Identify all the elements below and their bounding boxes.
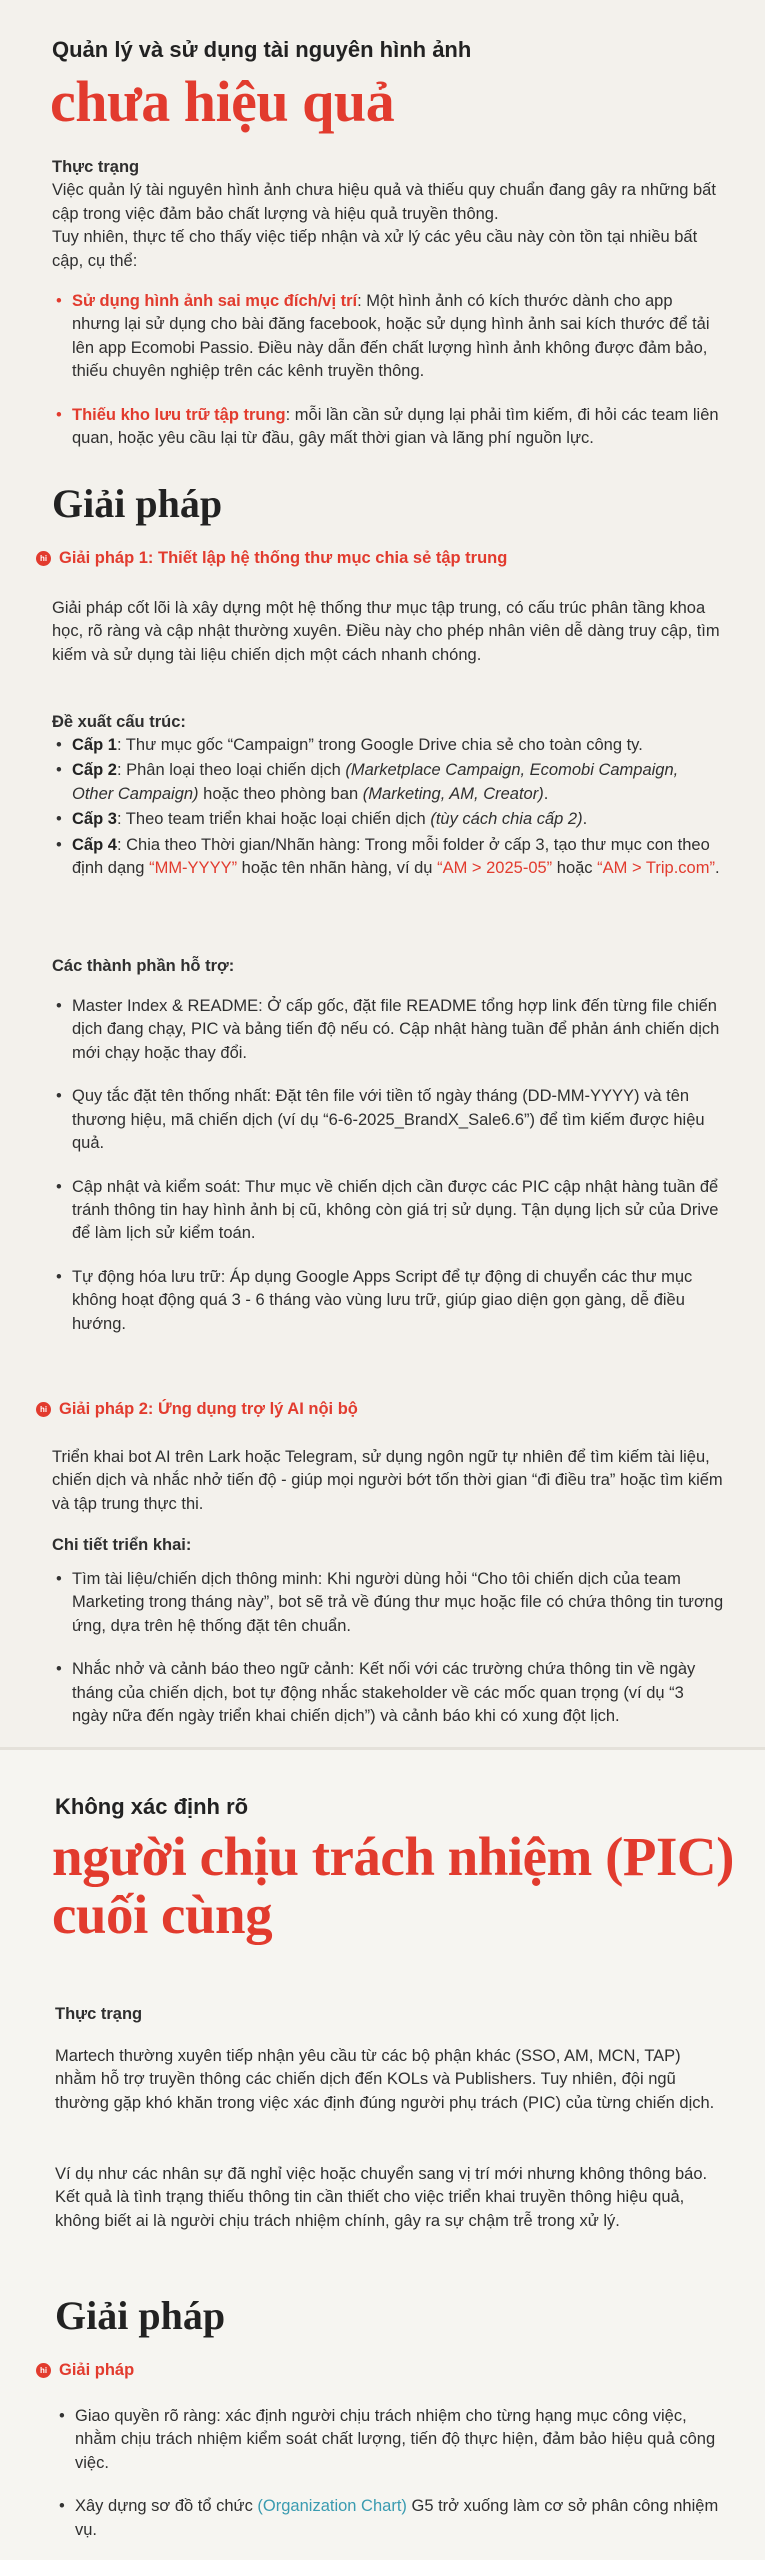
solution-2-intro: Triển khai bot AI trên Lark hoặc Telegram, sử dụng ngôn ngữ tự nhiên để tìm kiếm tài liệu, chiến dịch và nhắc nhở tiến độ - giúp mọi người bớt tốn thời gian “đi điều tra” hoặc tìm kiếm và tập trung thực thi. — [52, 1448, 723, 1513]
solution-text: G5 trở xuống làm cơ sở phân công nhiệm vụ. — [75, 2497, 719, 2539]
solution-1-intro: Giải pháp cốt lõi là xây dựng một hệ thống thư mục tập trung, có cấu trúc phân tầng khoa học, rõ ràng và cập nhật thường xuyên. Điều này cho phép nhân viên dễ dàng truy cập, tìm kiếm và sử dụng tài liệu chiến dịch một cách nhanh chóng. — [52, 599, 720, 664]
issue-label: Thiếu kho lưu trữ tập trung — [72, 405, 286, 424]
status-paragraph-1: Việc quản lý tài nguyên hình ảnh chưa hiệu quả và thiếu quy chuẩn đang gây ra những bất cập trong việc đảm bảo chất lượng và hiệu quả truyền thông. — [52, 181, 716, 223]
headline-line-1: người chịu trách nhiệm (PIC) — [52, 1826, 734, 1887]
support-item: • Cập nhật và kiểm soát: Thư mục về chiến dịch cần được các PIC cập nhật hàng tuần để tránh thông tin hay hình ảnh bị cũ, không còn giá trị sử dụng. Tận dụng lịch sử của Drive để làm lịch sử kiểm toán. — [72, 1176, 724, 1246]
structure-list — [52, 734, 724, 881]
structure-title: Đề xuất cấu trúc: — [52, 713, 186, 731]
structure-item — [72, 808, 724, 831]
level-italic: (tùy cách chia cấp 2) — [430, 810, 583, 829]
level-italic: (Marketplace Campaign, Ecomobi Campaign, Other Campaign) — [72, 761, 679, 803]
section-pic — [0, 1750, 765, 2560]
solution-item: • Giao quyền rõ ràng: xác định người chịu trách nhiệm cho từng hạng mục công việc, nhằm chịu trách nhiệm kiểm soát chất lượng, tiến độ thực hiện, đảm bảo hiệu quả công việc. — [75, 2405, 725, 2475]
level-text: hoặc theo phòng ban — [198, 784, 363, 803]
solution-title — [36, 2361, 134, 2380]
status-title: Thực trạng — [55, 2005, 143, 2023]
level-italic: (Marketing, AM, Creator) — [362, 784, 544, 803]
headline-line-2: cuối cùng — [52, 1883, 273, 1945]
level-text: . — [582, 810, 588, 829]
detail-item: • Tìm tài liệu/chiến dịch thông minh: Khi người dùng hỏi “Cho tôi chiến dịch của team Marketing trong tháng này”, bot sẽ trả về đúng thư mục hoặc file có chứa thông tin tương ứng, dựa trên hệ thống đặt tên chuẩn. — [72, 1568, 724, 1638]
solution-2-title-text: Giải pháp 2: Ứng dụng trợ lý AI nội bộ — [59, 1400, 358, 1418]
section-headline — [52, 1828, 734, 1944]
section-eyebrow: Không xác định rõ — [55, 1794, 249, 1819]
org-chart-link[interactable]: (Organization Chart) — [257, 2497, 407, 2516]
solution-heading: Giải pháp — [52, 481, 223, 526]
badge-icon: hi — [36, 1402, 51, 1417]
support-item: • Master Index & README: Ở cấp gốc, đặt file README tổng hợp link đến từng file chiến dịch đang chạy, PIC và bảng tiến độ nếu có. Cập nhật hàng tuần để phản ánh chiến dịch mới chạy hoặc thay đổi. — [72, 995, 724, 1065]
detail-item: • Nhắc nhở và cảnh báo theo ngữ cảnh: Kết nối với các trường chứa thông tin về ngày tháng của chiến dịch, bot tự động nhắc stakeholder về các mốc quan trọng (ví dụ “3 ngày nữa đến ngày triển khai chiến dịch”) và cảnh báo khi có xung đột lịch. — [72, 1658, 724, 1728]
level-label: Cấp 1 — [72, 736, 117, 754]
level-label: Cấp 2 — [72, 761, 117, 780]
level-text: : Thư mục gốc “Campaign” trong Google Drive chia sẻ cho toàn công ty. — [116, 736, 643, 754]
section-eyebrow: Quản lý và sử dụng tài nguyên hình ảnh — [52, 37, 472, 62]
solution-list — [55, 2405, 725, 2542]
badge-icon: hi — [36, 2363, 51, 2378]
solution-1-title — [36, 549, 507, 568]
issue-text: : Một hình ảnh có kích thước dành cho app nhưng lại sử dụng cho bài đăng facebook, hoặc sử dụng hình ảnh sai kích thước để tải lên app Ecomobi Passio. Điều này dẫn đến chất lượng hình ảnh không được đảm bảo, thiếu chuyên nghiệp trên các kênh truyền thông. — [72, 292, 710, 381]
detail-list — [52, 1568, 724, 1729]
structure-item — [72, 734, 724, 757]
issue-item — [72, 290, 724, 384]
level-text: . — [543, 784, 549, 803]
issue-item — [72, 404, 724, 451]
solution-2-title — [36, 1400, 358, 1419]
level-label: Cấp 4 — [72, 835, 117, 854]
solution-1-title-text: Giải pháp 1: Thiết lập hệ thống thư mục chia sẻ tập trung — [59, 549, 508, 567]
solution-text: Xây dựng sơ đồ tổ chức — [75, 2497, 258, 2516]
level-text: : Chia theo Thời gian/Nhãn hàng: Trong mỗi folder ở cấp 3, tạo thư mục con theo định dạng — [72, 835, 710, 878]
solution-item — [75, 2495, 725, 2542]
format-example: “AM > 2025-05” — [437, 859, 553, 878]
structure-item — [72, 834, 724, 881]
structure-item — [72, 759, 724, 806]
status-block — [52, 156, 724, 273]
support-item: • Tự động hóa lưu trữ: Áp dụng Google Apps Script để tự động di chuyển các thư mục không hoạt động quá 3 - 6 tháng vào vùng lưu trữ, giúp giao diện gọn gàng, dễ điều hướng. — [72, 1266, 724, 1336]
issue-label: Sử dụng hình ảnh sai mục đích/vị trí — [72, 292, 358, 310]
issue-text: : mỗi lần cần sử dụng lại phải tìm kiếm, đi hỏi các team liên quan, hoặc yêu cầu lại từ đầu, gây mất thời gian và lãng phí nguồn lực. — [72, 405, 719, 448]
detail-title: Chi tiết triển khai: — [52, 1536, 192, 1554]
level-text: : Theo team triển khai hoặc loại chiến dịch — [116, 810, 431, 829]
format-example: “AM > Trip.com” — [597, 859, 715, 878]
solution-title-text: Giải pháp — [59, 2361, 135, 2379]
section-headline: chưa hiệu quả — [50, 69, 395, 134]
status-paragraph-2: Ví dụ như các nhân sự đã nghỉ việc hoặc chuyển sang vị trí mới nhưng không thông báo. Kết quả là tình trạng thiếu thông tin cần thiết cho việc triển khai truyền thông hiệu quả, không biết ai là người chịu trách nhiệm chính, gây ra sự chậm trễ trong xử lý. — [55, 2165, 708, 2230]
format-example: “MM-YYYY” — [149, 859, 238, 878]
status-paragraph-1: Martech thường xuyên tiếp nhận yêu cầu từ các bộ phận khác (SSO, AM, MCN, TAP) nhằm hỗ trợ truyền thông các chiến dịch đến KOLs và Publishers. Tuy nhiên, đội ngũ thường gặp khó khăn trong việc xác định đúng người phụ trách (PIC) của từng chiến dịch. — [55, 2047, 715, 2112]
status-title: Thực trạng — [52, 158, 140, 176]
level-text: hoặc tên nhãn hàng, ví dụ — [237, 859, 438, 878]
level-text: . — [714, 859, 720, 878]
badge-icon: hi — [36, 551, 51, 566]
solution-heading: Giải pháp — [55, 2293, 226, 2338]
support-list — [52, 995, 724, 1336]
level-text: hoặc — [552, 859, 598, 878]
support-item: • Quy tắc đặt tên thống nhất: Đặt tên file với tiền tố ngày tháng (DD-MM-YYYY) và tên thương hiệu, mã chiến dịch (ví dụ “6-6-2025_BrandX_Sale6.6”) để tìm kiếm được hiệu quả. — [72, 1085, 724, 1155]
support-title: Các thành phần hỗ trợ: — [52, 957, 235, 975]
status-paragraph-2: Tuy nhiên, thực tế cho thấy việc tiếp nhận và xử lý các yêu cầu này còn tồn tại nhiều bất cập, cụ thể: — [52, 228, 698, 270]
level-label: Cấp 3 — [72, 810, 117, 829]
issue-list — [52, 290, 724, 451]
level-text: : Phân loại theo loại chiến dịch — [116, 761, 346, 780]
